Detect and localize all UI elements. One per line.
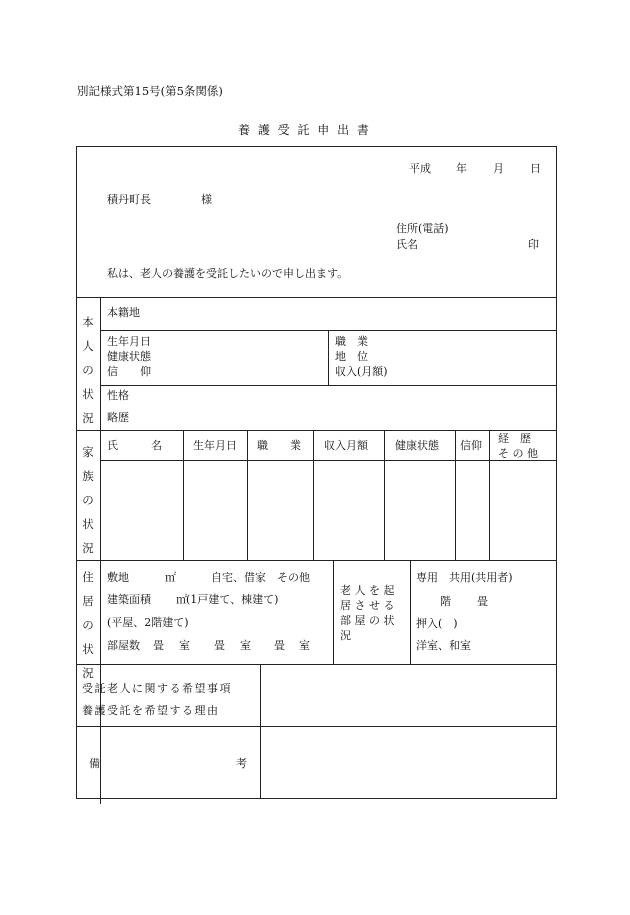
date-month: 月	[493, 162, 504, 175]
col-birthdate: 生年月日	[193, 439, 237, 452]
date-era: 平成	[409, 162, 431, 175]
floor-area-m2: ㎡	[176, 593, 187, 606]
building-type: (1戸建て、棟建て)	[186, 593, 279, 606]
name-label: 氏名	[396, 238, 418, 251]
room-1: 室	[179, 639, 190, 652]
col-income: 収入月額	[324, 439, 368, 452]
date-year: 年	[456, 162, 467, 175]
wishes-line-1: 受託老人に関する希望事項	[82, 682, 232, 695]
history-label: 略歴	[107, 411, 129, 424]
personality-label: 性格	[107, 389, 129, 402]
date-day: 日	[530, 162, 541, 175]
col-religion: 信仰	[460, 439, 482, 452]
housing-section-title: 住 居 の 状 況	[82, 570, 94, 680]
col-name: 氏 名	[107, 439, 162, 452]
col-other: そ の 他	[498, 447, 538, 460]
site-m2: ㎡	[165, 571, 176, 584]
room-question-4: 況	[340, 629, 351, 642]
floor-area-label: 建築面積	[107, 593, 151, 606]
honorific: 様	[201, 193, 212, 206]
family-section-title: 家 族 の 状 況	[82, 445, 94, 555]
self-section-title: 本 人 の 状 況	[82, 315, 94, 425]
seal-mark: 印	[528, 238, 539, 251]
room-question-3: 部 屋 の 状	[340, 614, 395, 627]
birthdate-label: 生年月日	[107, 335, 151, 348]
room-question-1: 老 人 を 起	[340, 584, 395, 597]
ownership: 自宅、借家 その他	[211, 571, 310, 584]
tatami-1: 畳	[153, 639, 164, 652]
room-2: 室	[240, 639, 251, 652]
rooms-label: 部屋数	[107, 639, 140, 652]
col-occupation: 職 業	[257, 439, 301, 452]
form-frame	[76, 146, 557, 799]
closet: 押入( )	[416, 617, 458, 630]
site-label: 敷地	[107, 571, 129, 584]
health-label: 健康状態	[107, 350, 151, 363]
col-health: 健康状態	[395, 439, 439, 452]
stories: (平屋、2階建て)	[107, 616, 189, 629]
form-number: 別記様式第15号(第5条関係)	[77, 84, 223, 98]
wishes-line-2: 養護受託を希望する理由	[82, 704, 220, 717]
floor-label: 階	[440, 595, 451, 608]
domicile-label: 本籍地	[107, 306, 140, 319]
address-label: 住所(電話)	[396, 222, 449, 235]
addressee: 積丹町長	[107, 193, 151, 206]
occupation-label: 職 業	[335, 335, 368, 348]
tatami-3: 畳	[274, 639, 285, 652]
income-label: 収入(月額)	[335, 365, 388, 378]
statement: 私は、老人の養護を受託したいので申し出ます。	[107, 267, 349, 280]
remarks-left: 備	[89, 757, 100, 770]
room-question-2: 居 さ せ る	[340, 599, 395, 612]
use-type: 専用 共用(共用者)	[416, 571, 513, 584]
remarks-right: 考	[236, 757, 247, 770]
tatami-2: 畳	[214, 639, 225, 652]
room-3: 室	[299, 639, 310, 652]
document-title: 養 護 受 託 申 出 書	[238, 123, 371, 137]
room-style: 洋室、和室	[416, 639, 471, 652]
position-label: 地 位	[335, 350, 368, 363]
floor-tatami: 畳	[477, 595, 488, 608]
religion-label: 信 仰	[107, 365, 151, 378]
col-history: 経 歴	[498, 432, 531, 445]
